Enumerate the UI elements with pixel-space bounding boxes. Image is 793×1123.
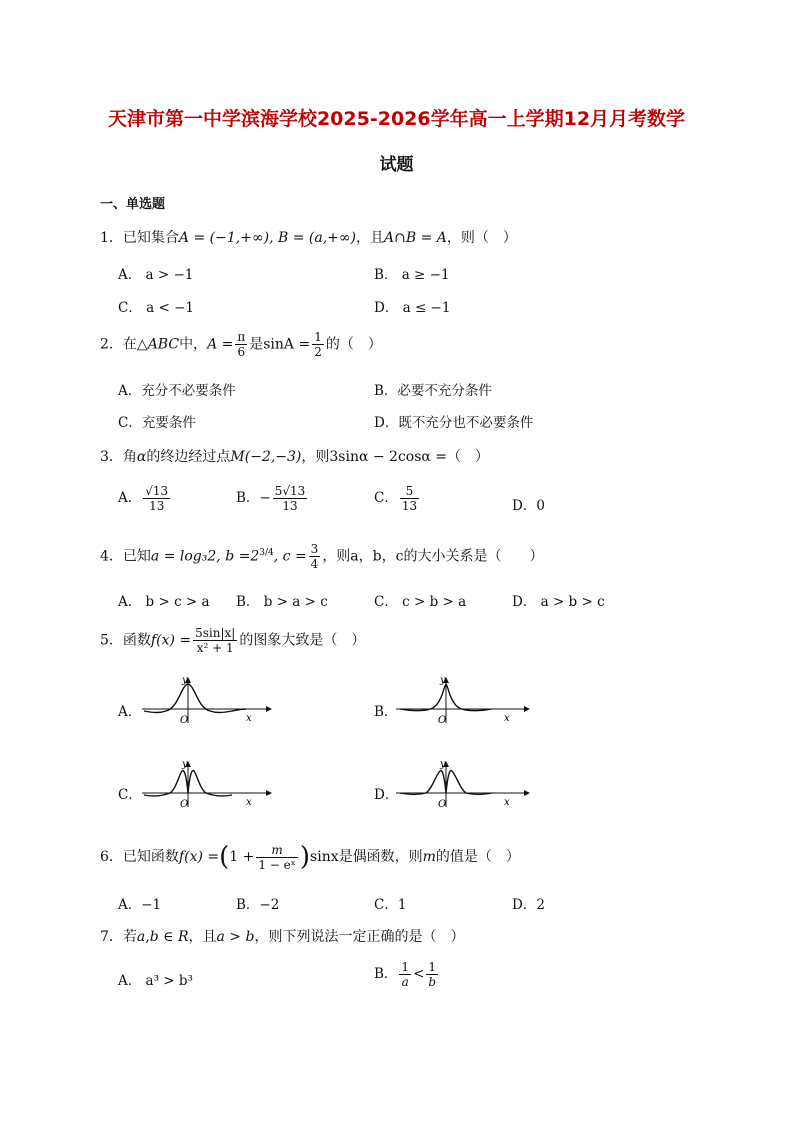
q2-triangle: △ABC: [136, 336, 180, 353]
q4-c-frac: [309, 542, 321, 571]
q7-b-one-a: 1: [401, 960, 410, 974]
q5-c-y-label: y: [182, 759, 188, 770]
q4-b-exponent: 3/4: [259, 547, 274, 558]
q4-b-base: 2: [250, 548, 260, 565]
q2-mid: 是: [249, 336, 264, 353]
q6-sinx: sinx: [310, 849, 339, 865]
q6-option-c: C．1: [374, 897, 407, 913]
q3-b-den: 13: [282, 499, 298, 513]
q2-sin-eq: sinA =: [263, 336, 311, 353]
q5-d-y-label: y: [440, 759, 446, 770]
q4-c-den: 4: [310, 557, 319, 571]
q5-b-x-label: x: [504, 713, 510, 724]
q2-one-half: [312, 330, 324, 359]
q7-b-den-b: b: [428, 975, 437, 989]
q4-c-def: , c =: [273, 548, 307, 565]
q1-option-b: B． a ≥ −1: [374, 267, 450, 283]
q7-option-b: [374, 960, 440, 989]
q4-stem-b: ，则a，b，c的大小关系是（ ）: [322, 548, 544, 565]
q7-b-one-b: 1: [426, 960, 438, 975]
q2-option-c: C．充要条件: [118, 415, 196, 431]
q4-option-a: A． b > c > a: [118, 594, 210, 610]
q1-option-d: D． a ≤ −1: [374, 300, 451, 316]
q5-graph-label-a: A．: [118, 704, 142, 720]
q2-option-d: D．既不充分也不必要条件: [374, 415, 534, 431]
q6-option-b: B．−2: [236, 897, 280, 913]
q3-a-den: 13: [149, 499, 165, 513]
q3-stem-b: 的终边经过点: [146, 449, 231, 465]
question-2: [100, 330, 382, 359]
question-5: [100, 626, 365, 655]
q3-c-label: C．: [374, 490, 398, 506]
q1-condition: A∩B = A: [384, 230, 447, 246]
q7-stem-b: ，且: [188, 929, 217, 945]
q7-option-a: A． a³ > b³: [118, 973, 193, 989]
q5-c-origin: O: [180, 799, 189, 809]
q5-den: x² + 1: [196, 641, 234, 655]
q6-m2: m: [422, 849, 436, 865]
q6-frac: [256, 843, 298, 872]
q3-b-frac: [273, 484, 308, 513]
q4-c-num: 3: [310, 542, 319, 556]
q1-stem-c: ，则（ ）: [446, 230, 517, 246]
q5-c-x-label: x: [246, 797, 252, 808]
q5-num: 5sin|x|: [195, 626, 236, 640]
q4-option-d: D． a > b > c: [512, 594, 605, 610]
q3-c-frac: [400, 484, 419, 513]
q2-one: 1: [314, 330, 322, 344]
q3-stem-a: 3．角: [100, 449, 137, 465]
q6-m: m: [256, 843, 298, 858]
q2-pi-over-6: [235, 330, 247, 359]
q5-graph-d: [396, 759, 530, 809]
q3-b-num: 5√13: [274, 484, 306, 498]
q6-stem-b: 是偶函数，则: [338, 849, 423, 865]
q4-option-b: B． b > a > c: [236, 594, 328, 610]
q7-b-den-a: a: [401, 975, 409, 989]
q5-b-y-label: y: [440, 675, 446, 686]
q6-stem-c: 的值是（ ）: [435, 849, 520, 865]
q2-option-a: A．充分不必要条件: [118, 383, 236, 399]
q2-pi: π: [237, 330, 246, 344]
q1-option-c: C． a < −1: [118, 300, 194, 316]
question-7: [100, 926, 464, 946]
q3-alpha: α: [136, 449, 147, 465]
q6-option-d: D．2: [512, 897, 545, 913]
q2-a-eq: A =: [207, 336, 234, 353]
q5-d-origin: O: [438, 799, 447, 809]
q7-stem-a: 7．若: [100, 929, 137, 945]
q5-a-y-label: y: [182, 675, 188, 686]
q4-stem-a: 4．已知: [100, 548, 151, 565]
q7-b-label: B．: [374, 966, 398, 982]
q5-graph-label-b: B．: [374, 704, 398, 720]
q3-c-num: 5: [400, 484, 419, 499]
q3-a-label: A．: [118, 490, 142, 506]
q2-stem-a: 2．在: [100, 336, 137, 353]
q5-a-x-label: x: [246, 713, 252, 724]
q3-c-den: 13: [401, 499, 418, 513]
q3-point: M(−2,−3): [230, 449, 302, 465]
q2-option-b: B．必要不充分条件: [374, 383, 492, 399]
q5-graph-label-d: D．: [374, 787, 399, 803]
q6-stem-a: 6．已知函数: [100, 849, 179, 865]
q3-option-a: [118, 484, 172, 513]
q3-stem-c: ，则: [301, 449, 330, 465]
q5-frac: [193, 626, 237, 655]
q6-den: 1 − eˣ: [258, 857, 296, 872]
q6-left-paren: (: [219, 842, 230, 872]
q5-graph-b: [396, 675, 530, 725]
q6-one-plus: 1 +: [229, 849, 255, 865]
q1-stem-b: ，且: [356, 230, 384, 246]
q5-b-origin: O: [438, 715, 447, 725]
q7-b-frac-a: [399, 960, 411, 989]
q5-d-x-label: x: [504, 797, 510, 808]
question-3: [100, 446, 489, 466]
question-4: [100, 542, 543, 571]
q4-option-c: C． c > b > a: [374, 594, 467, 610]
q4-a-def: a = log₃2, b =: [150, 548, 251, 565]
q5-graph-a: [142, 675, 272, 725]
q7-b-frac-b: [426, 960, 438, 989]
q3-a-num: √13: [145, 484, 169, 498]
q7-set: a,b ∈ R: [136, 929, 189, 945]
q7-condition: a > b: [216, 929, 255, 945]
q3-expression: 3sinα − 2cosα =: [329, 449, 448, 465]
q3-option-b: [236, 484, 309, 513]
q3-option-d: D．0: [512, 498, 545, 514]
q5-stem-a: 5．函数: [100, 632, 151, 649]
q5-graph-label-c: C．: [118, 787, 142, 803]
q5-a-origin: O: [180, 715, 189, 725]
q3-option-c: [374, 484, 421, 513]
q3-stem-d: （ ）: [447, 449, 490, 465]
q5-stem-b: 的图象大致是（ ）: [239, 632, 366, 649]
q7-stem-c: ，则下列说法一定正确的是（ ）: [254, 929, 465, 945]
q6-fx: f(x) =: [178, 849, 220, 865]
q2-stem-b: 中，: [179, 336, 208, 353]
q2-two: 2: [314, 345, 322, 359]
section-heading: 一、单选题: [100, 197, 166, 212]
q2-six: 6: [237, 345, 246, 359]
document-subtitle: 试题: [379, 155, 414, 175]
q6-right-paren: ): [299, 842, 311, 872]
q1-sets: A = (−1,+∞), B = (a,+∞): [178, 230, 356, 246]
q5-graph-c: [142, 759, 272, 809]
q1-option-a: A． a > −1: [118, 267, 194, 283]
q5-fx: f(x) =: [150, 632, 192, 649]
q2-stem-c: 的（ ）: [325, 336, 382, 353]
q1-stem-a: 1．已知集合: [100, 230, 179, 246]
q6-option-a: A．−1: [118, 897, 162, 913]
document-title: 天津市第一中学滨海学校2025-2026学年高一上学期12月月考数学: [107, 108, 686, 130]
q7-b-lt: <: [413, 966, 425, 982]
question-6: [100, 842, 520, 872]
question-1: [100, 227, 517, 247]
q3-b-label: B．−: [236, 490, 271, 506]
q3-a-frac: [143, 484, 170, 513]
